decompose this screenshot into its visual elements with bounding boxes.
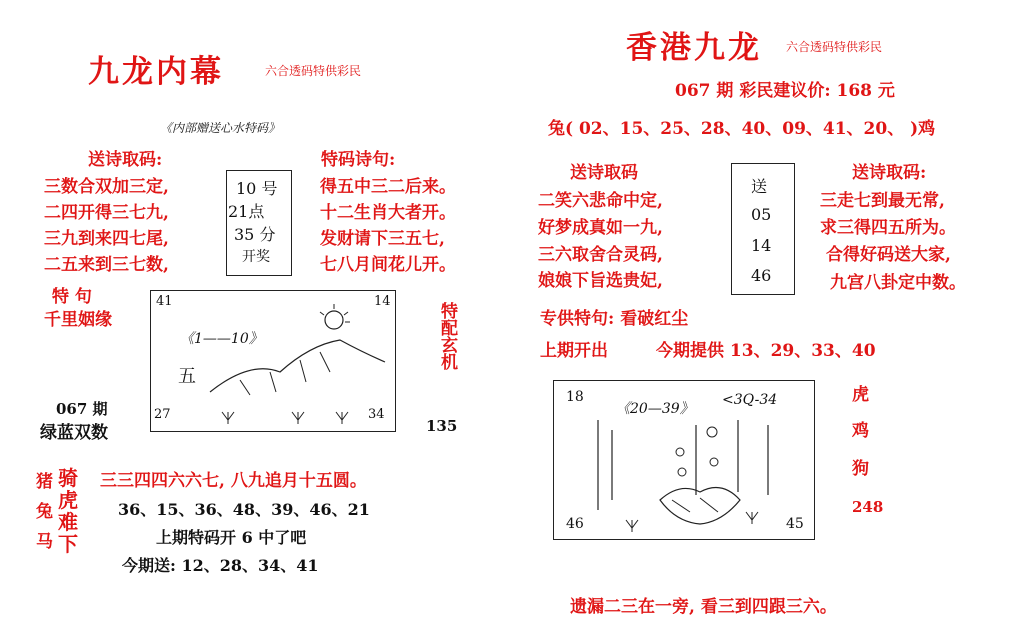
left-special-line: 十二生肖大者开。 xyxy=(320,203,456,223)
left-pic-corner: 14 xyxy=(374,294,391,309)
left-special-line: 发财请下三五七, xyxy=(320,229,445,249)
right-bottom-line: 遗漏二三在一旁, 看三到四跟三六。 xyxy=(570,597,837,617)
left-pic-scribble: 《1——10》 xyxy=(180,331,263,347)
left-title: 九龙内幕 xyxy=(88,54,224,90)
left-tejv-text: 千里姻缘 xyxy=(44,310,112,330)
left-zodiac-big: 难 xyxy=(58,510,78,534)
left-subtitle: 六合透码特供彩民 xyxy=(265,64,362,78)
left-right-number: 135 xyxy=(426,417,458,435)
left-pic-corner: 41 xyxy=(156,294,173,309)
left-pic-char: 五 xyxy=(178,366,196,387)
left-box-line: 10 号 xyxy=(236,179,278,198)
left-zodiac: 兔 xyxy=(36,502,53,522)
right-poem-right: 九宫八卦定中数。 xyxy=(830,273,966,293)
right-pic-corner: 45 xyxy=(786,516,804,532)
left-issue: 067 期 xyxy=(56,400,108,418)
right-poem-right: 三走七到最无常, xyxy=(820,191,945,211)
right-pic-corner: 18 xyxy=(566,389,584,405)
right-poem-left: 二笑六悲命中定, xyxy=(538,191,663,211)
left-poem-header: 送诗取码: xyxy=(88,150,163,170)
right-title: 香港九龙 xyxy=(626,30,762,66)
left-box-line: 开奖 xyxy=(242,249,270,265)
right-side-animal: 狗 xyxy=(852,459,869,479)
left-right-vertical: 特配玄机 xyxy=(437,302,457,370)
right-provide: 今期提供 13、29、33、40 xyxy=(656,341,876,361)
left-special-line: 得五中三二后来。 xyxy=(320,177,456,197)
left-tejv-label: 特 句 xyxy=(52,287,92,307)
right-last-open: 上期开出 xyxy=(540,341,608,361)
right-side-animal: 鸡 xyxy=(852,421,869,441)
right-box-line: 05 xyxy=(751,205,772,224)
right-side-number: 248 xyxy=(852,498,884,516)
left-numbers-line: 36、15、36、48、39、46、21 xyxy=(118,500,370,519)
right-subtitle: 六合透码特供彩民 xyxy=(786,40,883,54)
left-poem-line: 三九到来四七尾, xyxy=(44,229,169,249)
left-zodiac-big: 骑 xyxy=(58,466,78,490)
left-zodiac: 马 xyxy=(36,532,53,552)
right-price-line: 067 期 彩民建议价: 168 元 xyxy=(675,81,895,101)
right-box-line: 46 xyxy=(751,266,772,285)
left-box-line: 35 分 xyxy=(234,225,276,244)
right-box-line: 14 xyxy=(751,236,772,255)
right-poem-left: 娘娘下旨选贵妃, xyxy=(538,271,663,291)
left-today-send: 今期送: 12、28、34、41 xyxy=(122,556,319,575)
left-box-line: 21点 xyxy=(228,202,265,221)
right-pic-corner: 46 xyxy=(566,516,584,532)
right-poem-header-left: 送诗取码 xyxy=(570,163,638,183)
right-poem-header-right: 送诗取码: xyxy=(852,163,927,183)
left-issue-color: 绿蓝双数 xyxy=(40,423,108,443)
left-zodiac-big: 下 xyxy=(58,532,78,556)
left-poem-line: 二五来到三七数, xyxy=(44,255,169,275)
left-poem-line: 二四开得三七九, xyxy=(44,203,169,223)
right-poem-right: 合得好码送大家, xyxy=(826,245,951,265)
left-special-header: 特码诗句: xyxy=(321,150,396,170)
left-last-issue: 上期特码开 6 中了吧 xyxy=(156,528,307,547)
right-box-line: 送 xyxy=(751,177,768,196)
left-poem-bottom: 三三四四六六七, 八九追月十五圆。 xyxy=(100,471,367,491)
right-pic-corner: 《20—39》 xyxy=(616,401,694,417)
left-zodiac: 猪 xyxy=(36,472,53,492)
left-pic-corner: 34 xyxy=(368,407,385,422)
left-gift-line: 《内部赠送心水特码》 xyxy=(160,121,281,135)
right-rabbit-line: 兔( 02、15、25、28、40、09、41、20、 )鸡 xyxy=(548,119,936,139)
left-special-line: 七八月间花儿开。 xyxy=(320,255,456,275)
right-poem-right: 求三得四五所为。 xyxy=(820,218,956,238)
left-zodiac-big: 虎 xyxy=(58,488,78,512)
right-special: 专供特句: 看破红尘 xyxy=(540,309,689,329)
right-poem-left: 三六取舍合灵码, xyxy=(538,245,663,265)
right-side-animal: 虎 xyxy=(852,385,869,405)
right-pic-corner: <3Q-34 xyxy=(722,392,778,408)
left-poem-line: 三数合双加三定, xyxy=(44,177,169,197)
right-poem-left: 好梦成真如一九, xyxy=(538,218,663,238)
left-pic-corner: 27 xyxy=(154,407,171,422)
